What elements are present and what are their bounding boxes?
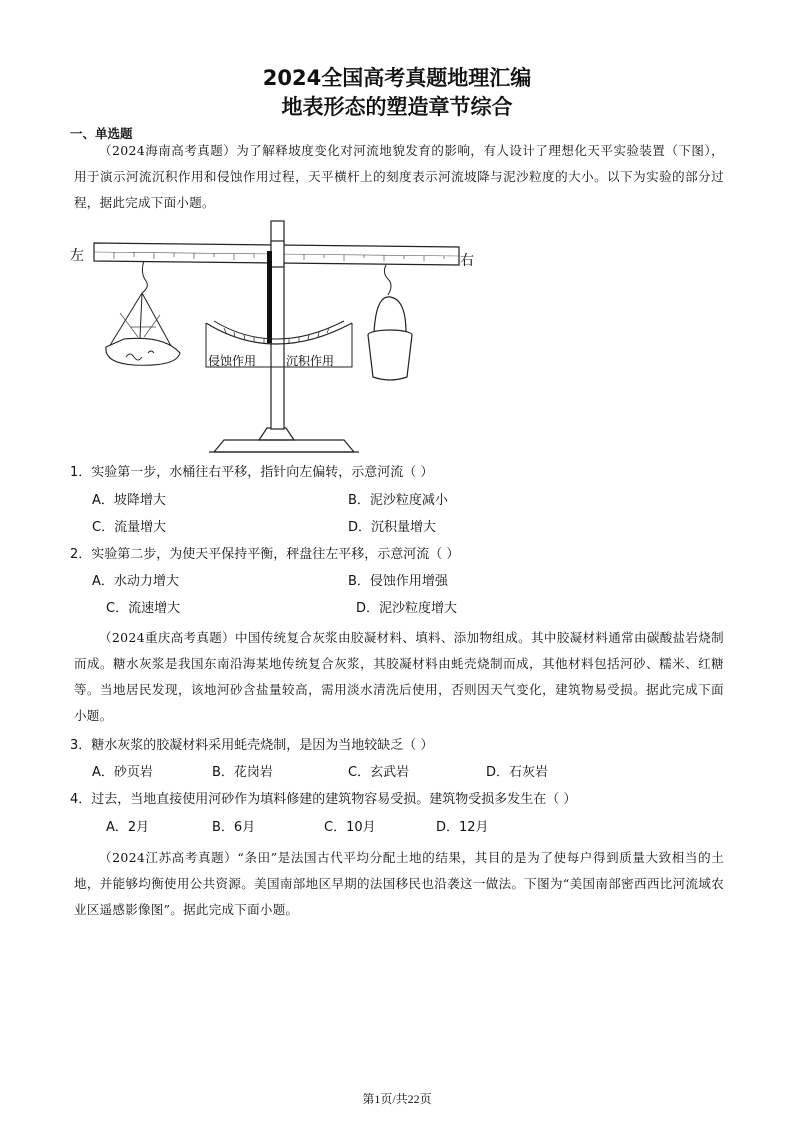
label-right: 右 xyxy=(460,253,474,269)
q3-option-d[interactable]: D．石灰岩 xyxy=(486,765,549,780)
label-left: 左 xyxy=(70,248,84,264)
q2-option-a[interactable]: A．水动力增大 xyxy=(92,574,179,589)
q2-option-b[interactable]: B．侵蚀作用增强 xyxy=(348,574,448,589)
q4-option-a[interactable]: A．2月 xyxy=(106,820,150,835)
balance-figure xyxy=(64,215,484,460)
sediment-pan xyxy=(106,261,180,365)
label-erosion: 侵蚀作用 xyxy=(208,354,257,368)
passage-3: （2024江苏高考真题）“条田”是法国古代平均分配土地的结果，其目的是为了使每户得到质量大致相当的土地，并能够均衡使用公共资源。美国南部地区早期的法国移民也沿袭这一做法。下图为“美国南部密西西比河流域农业区遥感影像图”。据此完成下面小题。 xyxy=(74,850,724,917)
water-bucket xyxy=(368,265,412,380)
page-title: 2024全国高考真题地理汇编 xyxy=(262,66,532,90)
question-2-stem: 2．实验第二步，为使天平保持平衡，秤盘往左平移，示意河流（ ） xyxy=(70,547,460,562)
q3-option-b[interactable]: B．花岗岩 xyxy=(212,765,273,780)
q1-option-a[interactable]: A．坡降增大 xyxy=(92,493,166,508)
passage-1: （2024海南高考真题）为了解释坡度变化对河流地貌发育的影响，有人设计了理想化天平实验装置（下图），用于演示河流沉积作用和侵蚀作用过程，天平横杆上的刻度表示河流坡降与泥沙粒度的大小。以下为实验的部分过程，据此完成下面小题。 xyxy=(74,143,724,210)
q4-option-d[interactable]: D．12月 xyxy=(436,820,489,835)
q1-option-b[interactable]: B．泥沙粒度减小 xyxy=(348,493,448,508)
question-3-stem: 3．糖水灰浆的胶凝材料采用蚝壳烧制，是因为当地较缺乏（ ） xyxy=(70,738,434,753)
q4-option-b[interactable]: B．6月 xyxy=(212,820,256,835)
q3-option-a[interactable]: A．砂页岩 xyxy=(92,765,153,780)
q2-option-d[interactable]: D．泥沙粒度增大 xyxy=(356,601,458,616)
label-deposition: 沉积作用 xyxy=(286,354,335,368)
pointer-needle xyxy=(267,251,272,343)
crossbar xyxy=(94,241,459,267)
q4-option-c[interactable]: C．10月 xyxy=(324,820,376,835)
passage-2: （2024重庆高考真题）中国传统复合灰浆由胶凝材料、填料、添加物组成。其中胶凝材料通常由碳酸盐岩烧制而成。糖水灰浆是我国东南沿海某地传统复合灰浆，其胶凝材料由蚝壳烧制而成，其他材料包括河砂、糯米、红糖等。当地居民发现，该地河砂含盐量较高，需用淡水清洗后使用，否则因天气变化，建筑物易受损。据此完成下面小题。 xyxy=(74,630,724,723)
q1-option-c[interactable]: C．流量增大 xyxy=(92,520,167,535)
q2-option-c[interactable]: C．流速增大 xyxy=(106,601,181,616)
question-4-stem: 4．过去，当地直接使用河砂作为填料修建的建筑物容易受损。建筑物受损多发生在（ ） xyxy=(70,792,577,807)
q1-option-d[interactable]: D．沉积量增大 xyxy=(348,520,437,535)
section-heading: 一、单选题 xyxy=(70,126,133,141)
page-footer: 第1页/共22页 xyxy=(362,1092,432,1106)
stand-base xyxy=(214,440,354,452)
q3-option-c[interactable]: C．玄武岩 xyxy=(348,765,410,780)
page-subtitle: 地表形态的塑造章节综合 xyxy=(281,95,513,119)
question-1-stem: 1．实验第一步，水桶往右平移，指针向左偏转，示意河流（ ） xyxy=(70,465,434,480)
